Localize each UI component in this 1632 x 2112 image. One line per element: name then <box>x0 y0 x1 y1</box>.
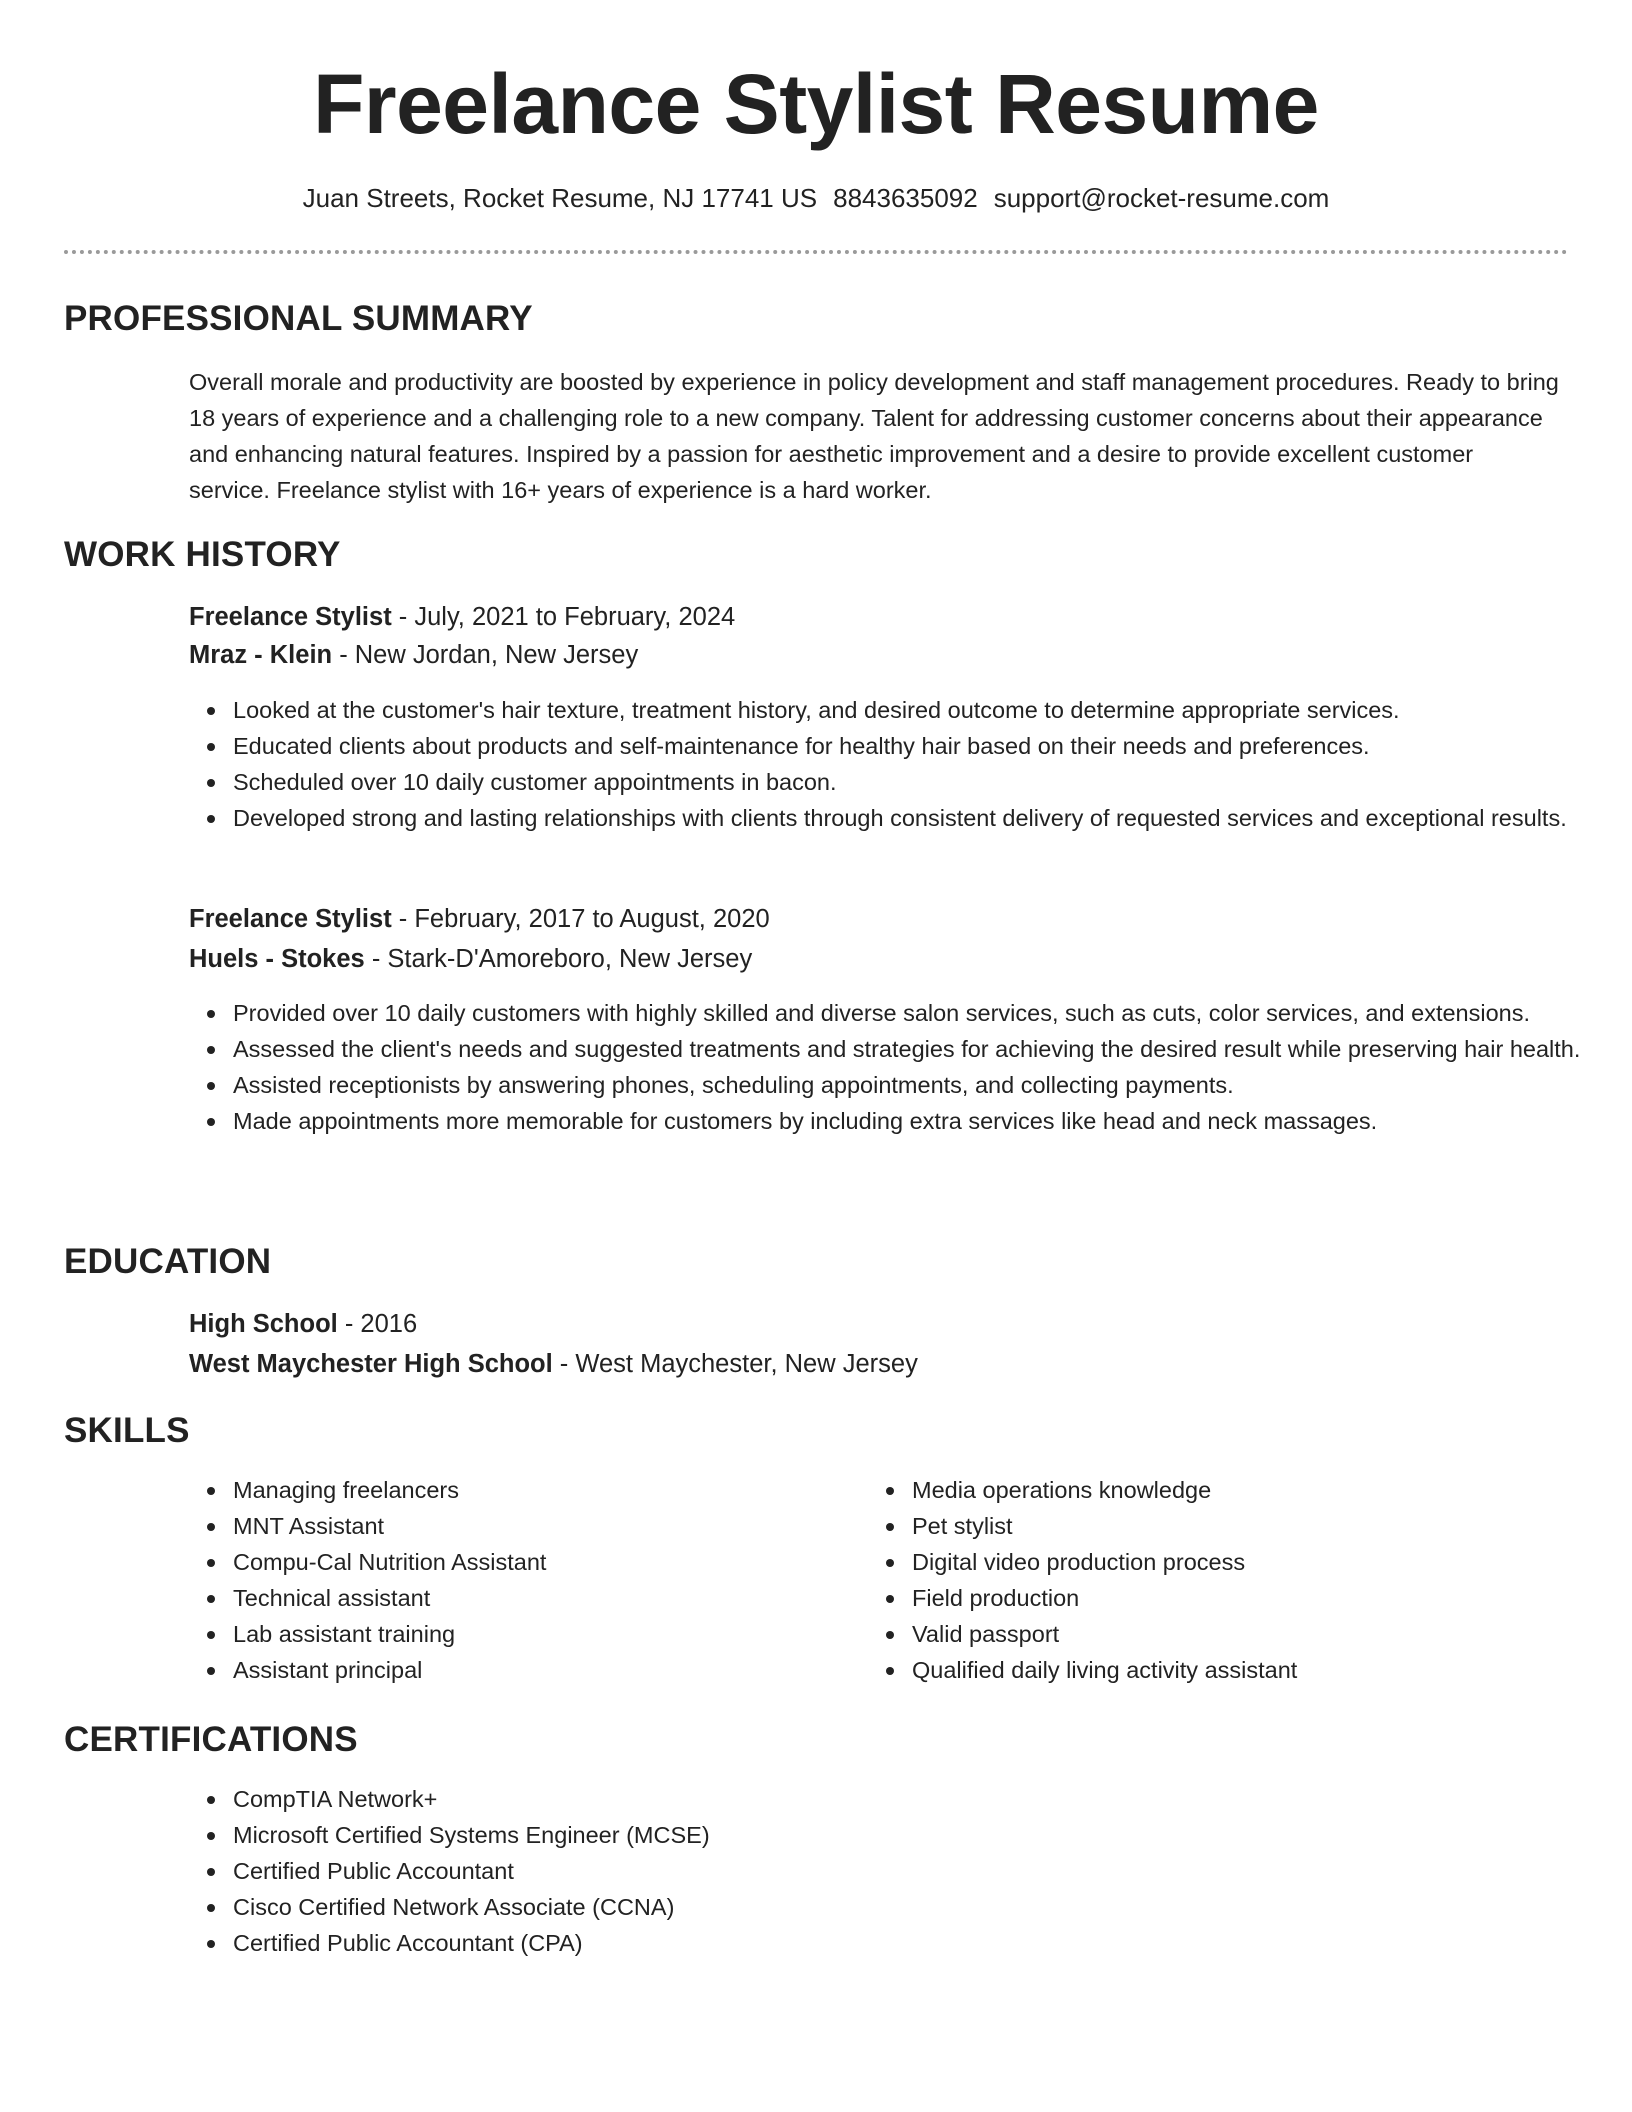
list-item: Technical assistant <box>233 1580 873 1616</box>
list-item: Provided over 10 daily customers with highly skilled and diverse salon services, such as cuts, color services, and extensions. <box>233 995 1613 1031</box>
job-2-location: - Stark-D'Amoreboro, New Jersey <box>364 945 753 973</box>
job-2-title: Freelance Stylist <box>189 905 392 933</box>
job-2-bullets <box>189 995 1613 1139</box>
certifications-list <box>189 1781 1613 1961</box>
list-item: Assessed the client's needs and suggested treatments and strategies for achieving the desired result while preserving hair health. <box>233 1031 1613 1067</box>
list-item: Microsoft Certified Systems Engineer (MCSE) <box>233 1817 1613 1853</box>
job-1-location: - New Jordan, New Jersey <box>332 641 639 669</box>
list-item: CompTIA Network+ <box>233 1781 1613 1817</box>
list-item: Certified Public Accountant <box>233 1853 1613 1889</box>
education-location: - West Maychester, New Jersey <box>552 1350 918 1378</box>
resume-title: Freelance Stylist Resume <box>313 57 1319 151</box>
contact-address: Juan Streets, Rocket Resume, NJ 17741 US <box>302 183 818 213</box>
list-item: Assisted receptionists by answering phones, scheduling appointments, and collecting payments. <box>233 1067 1613 1103</box>
list-item: Digital video production process <box>912 1544 1612 1580</box>
contact-phone: 8843635092 <box>833 183 978 213</box>
list-item: Developed strong and lasting relationships with clients through consistent delivery of requested services and exceptional results. <box>233 800 1613 836</box>
list-item: Looked at the customer's hair texture, treatment history, and desired outcome to determine appropriate services. <box>233 692 1613 728</box>
job-1-dates: - July, 2021 to February, 2024 <box>391 603 736 631</box>
certifications-heading: CERTIFICATIONS <box>64 1720 358 1759</box>
list-item: Field production <box>912 1580 1612 1616</box>
education-school: West Maychester High School <box>189 1350 553 1378</box>
list-item: Scheduled over 10 daily customer appointments in bacon. <box>233 764 1613 800</box>
education-school-line <box>189 1345 918 1383</box>
job-2-company-line <box>189 940 752 978</box>
list-item: Lab assistant training <box>233 1616 873 1652</box>
education-year: - 2016 <box>337 1310 418 1338</box>
list-item: Cisco Certified Network Associate (CCNA) <box>233 1889 1613 1925</box>
header-divider <box>64 250 1568 254</box>
job-1-title-line <box>189 598 735 636</box>
job-2-title-line <box>189 900 770 938</box>
job-1-bullets <box>189 692 1613 836</box>
list-item: Assistant principal <box>233 1652 873 1688</box>
job-1-title: Freelance Stylist <box>189 603 392 631</box>
summary-heading: PROFESSIONAL SUMMARY <box>64 299 533 338</box>
education-heading: EDUCATION <box>64 1242 272 1281</box>
list-item: Media operations knowledge <box>912 1472 1612 1508</box>
skills-left-list <box>189 1472 873 1688</box>
education-degree-line <box>189 1305 417 1343</box>
list-item: Qualified daily living activity assistant <box>912 1652 1612 1688</box>
list-item: Valid passport <box>912 1616 1612 1652</box>
job-1-company-line <box>189 636 638 674</box>
contact-email: support@rocket-resume.com <box>993 183 1330 213</box>
list-item: Made appointments more memorable for customers by including extra services like head and neck massages. <box>233 1103 1613 1139</box>
skills-heading: SKILLS <box>64 1411 190 1450</box>
contact-line <box>0 180 1632 216</box>
list-item: MNT Assistant <box>233 1508 873 1544</box>
list-item: Managing freelancers <box>233 1472 873 1508</box>
list-item: Pet stylist <box>912 1508 1612 1544</box>
list-item: Compu-Cal Nutrition Assistant <box>233 1544 873 1580</box>
list-item: Educated clients about products and self-maintenance for healthy hair based on their needs and preferences. <box>233 728 1613 764</box>
job-2-dates: - February, 2017 to August, 2020 <box>391 905 770 933</box>
summary-text: Overall morale and productivity are boosted by experience in policy development and staff management procedures. Ready to bring 18 years of experience and a challenging role to a new company. Talent for addressing customer concerns about their appearance and enhancing natural features. Inspired by a passion for aesthetic improvement and a desire to provide excellent customer service. Freelance stylist with 16+ years of experience is a hard worker. <box>189 369 1559 503</box>
work-history-heading: WORK HISTORY <box>64 535 341 574</box>
education-degree: High School <box>189 1310 338 1338</box>
job-1-company: Mraz - Klein <box>189 641 333 669</box>
list-item: Certified Public Accountant (CPA) <box>233 1925 1613 1961</box>
job-2-company: Huels - Stokes <box>189 945 365 973</box>
skills-right-list <box>868 1472 1612 1688</box>
